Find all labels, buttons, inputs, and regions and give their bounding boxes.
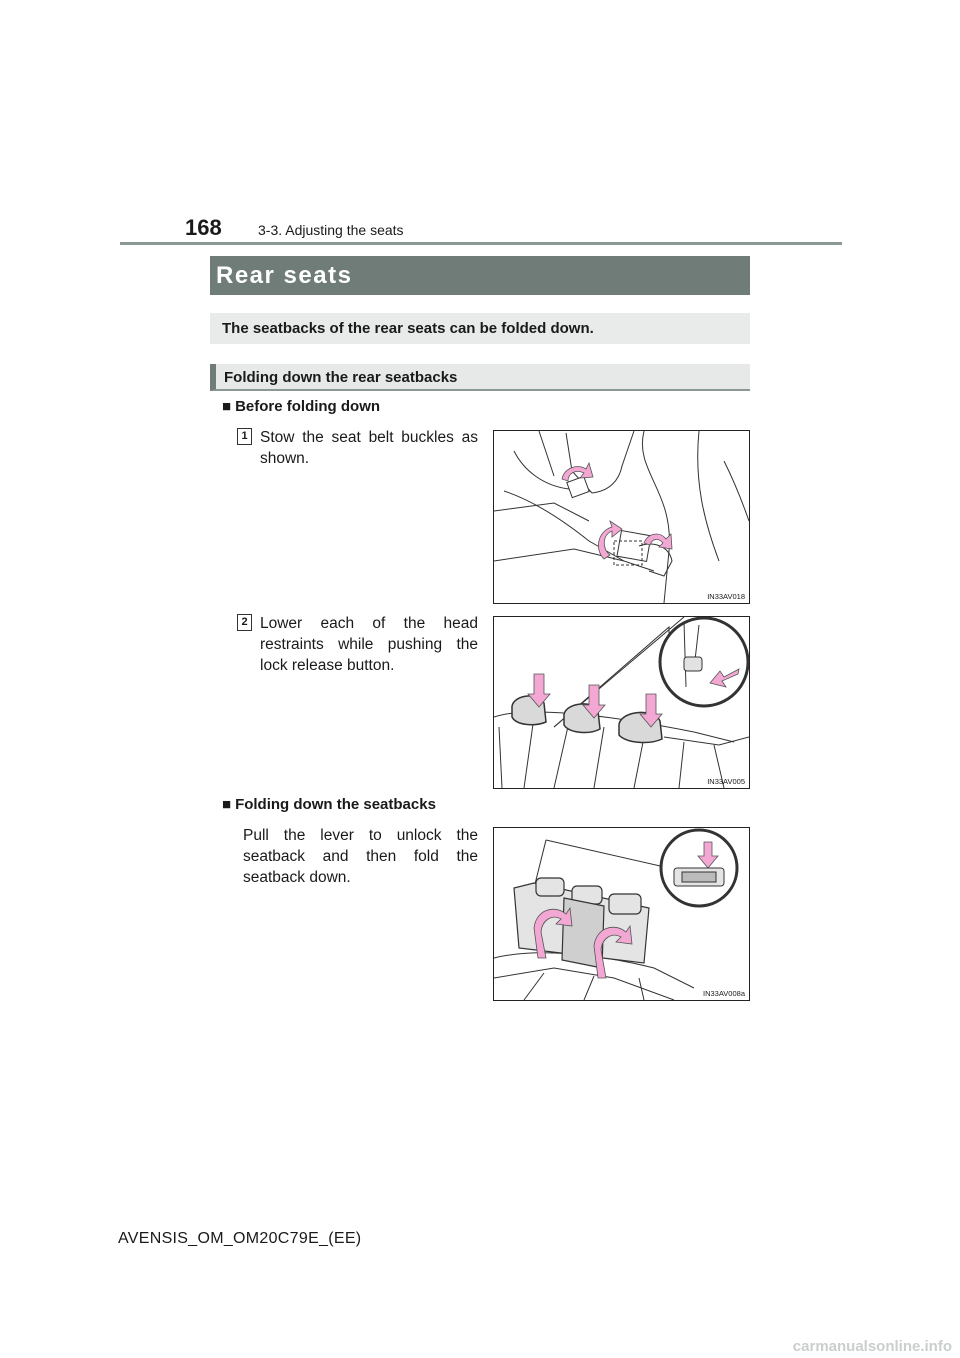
subheading: Folding down the rear seatbacks [210, 364, 750, 391]
folding-text: Pull the lever to unlock the seatback and then fold the seatback down. [243, 827, 478, 886]
folding-heading [222, 796, 436, 813]
figure-head-restraints [493, 616, 750, 789]
step-1-badge: 1 [237, 428, 252, 445]
seat-belt-buckle-illustration [494, 431, 749, 603]
section-title: 3-3. Adjusting the seats [258, 222, 404, 238]
page-title: Rear seats [210, 256, 750, 295]
step-2-badge: 2 [237, 614, 252, 631]
figure-code-1: IN33AV018 [707, 592, 745, 601]
folding-heading-label: Folding down the seatbacks [235, 796, 436, 813]
bullet-square: ■ [222, 398, 232, 415]
fold-seatbacks-illustration [494, 828, 749, 1000]
figure-code-3: IN33AV008a [703, 989, 745, 998]
page-number: 168 [185, 215, 222, 240]
figure-seat-belt-buckles [493, 430, 750, 604]
figure-code-2: IN33AV005 [707, 777, 745, 786]
watermark: carmanualsonline.info [792, 1338, 952, 1355]
before-heading-label: Before folding down [235, 398, 381, 415]
step-2-text: Lower each of the head restraints while pushing the lock release button. [260, 615, 478, 674]
step-1-text: Stow the seat belt buckles as shown. [260, 429, 478, 467]
bullet-square: ■ [222, 796, 232, 813]
header-rule [120, 242, 842, 245]
document-footer: AVENSIS_OM_OM20C79E_(EE) [118, 1230, 362, 1247]
before-heading [222, 398, 380, 415]
figure-fold-seatbacks [493, 827, 750, 1001]
head-restraints-illustration [494, 617, 749, 788]
intro-text: The seatbacks of the rear seats can be folded down. [210, 313, 750, 344]
